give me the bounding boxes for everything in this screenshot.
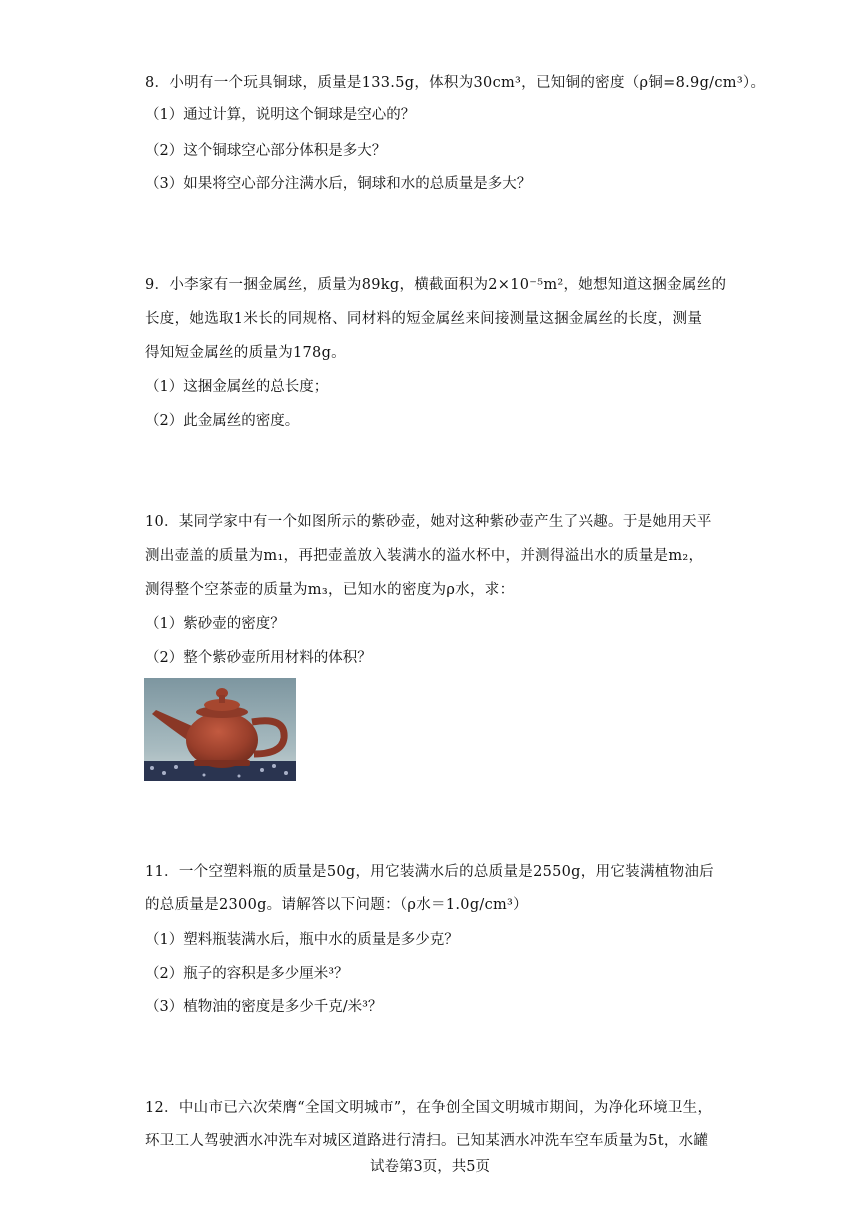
q11-part-1: （1）塑料瓶装满水后，瓶中水的质量是多少克？ bbox=[145, 932, 459, 948]
q9-line-1: 9．小李家有一捆金属丝，质量为89kg，横截面积为2×10⁻⁵m²，她想知道这捆金属丝的 bbox=[145, 277, 727, 293]
q8-part-3: （3）如果将空心部分注满水后，铜球和水的总质量是多大？ bbox=[145, 176, 532, 192]
q11-line-1: 11．一个空塑料瓶的质量是50g，用它装满水后的总质量是2550g，用它装满植物油后 bbox=[145, 864, 714, 880]
q8-part-2: （2）这个铜球空心部分体积是多大？ bbox=[145, 143, 387, 159]
q11-part-3: （3）植物油的密度是多少千克/米³？ bbox=[145, 999, 383, 1015]
q10-line-3: 测得整个空茶壶的质量为m₃，已知水的密度为ρ水，求： bbox=[145, 582, 515, 598]
q9-line-2: 长度，她选取1米长的同规格、同材料的短金属丝来间接测量这捆金属丝的长度，测量 bbox=[145, 311, 703, 327]
q11-part-2: （2）瓶子的容积是多少厘米³？ bbox=[145, 966, 349, 982]
q10-part-1: （1）紫砂壶的密度？ bbox=[145, 616, 285, 632]
q9-part-1: （1）这捆金属丝的总长度； bbox=[145, 379, 329, 395]
q8-part-1: （1）通过计算，说明这个铜球是空心的？ bbox=[145, 107, 416, 123]
q10-line-1: 10．某同学家中有一个如图所示的紫砂壶，她对这种紫砂壶产生了兴趣。于是她用天平 bbox=[145, 514, 712, 530]
page-footer: 试卷第3页，共5页 bbox=[370, 1159, 490, 1175]
q10-part-2: （2）整个紫砂壶所用材料的体积？ bbox=[145, 650, 372, 666]
teapot-image bbox=[144, 678, 296, 781]
q12-line-1: 12．中山市已六次荣膺“全国文明城市”，在争创全国文明城市期间，为净化环境卫生， bbox=[145, 1100, 713, 1116]
q9-line-3: 得知短金属丝的质量为178g。 bbox=[145, 345, 346, 361]
q8-stem: 8．小明有一个玩具铜球，质量是133.5g，体积为30cm³，已知铜的密度（ρ铜=8.9g/cm³）。 bbox=[145, 75, 766, 91]
q11-line-2: 的总质量是2300g。请解答以下问题：（ρ水＝1.0g/cm³） bbox=[145, 897, 528, 913]
q12-line-2: 环卫工人驾驶洒水冲洗车对城区道路进行清扫。已知某洒水冲洗车空车质量为5t，水罐 bbox=[145, 1133, 709, 1149]
q9-part-2: （2）此金属丝的密度。 bbox=[145, 413, 300, 429]
q10-line-2: 测出壶盖的质量为m₁，再把壶盖放入装满水的溢水杯中，并测得溢出水的质量是m₂， bbox=[145, 548, 704, 564]
